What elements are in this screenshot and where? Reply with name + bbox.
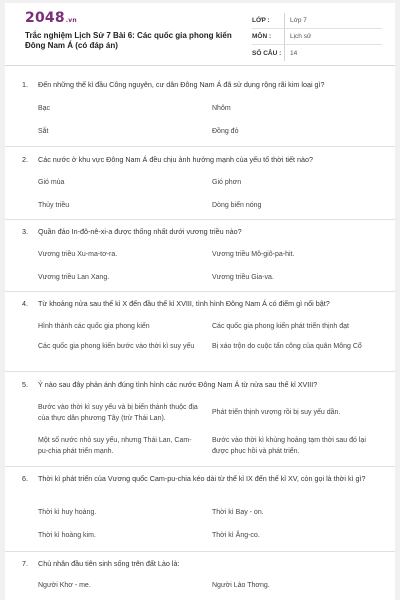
question-text: Từ khoảng nửa sau thế kỉ X đến đầu thế kỉ XVIII, tình hình Đông Nam Á có điểm gì nổi bật? <box>38 299 330 308</box>
site-logo-suffix: .vn <box>65 17 77 24</box>
meta-value-subject: Lịch sử <box>284 29 382 44</box>
option-a[interactable]: Gió mùa <box>38 179 65 186</box>
divider <box>5 371 395 372</box>
document-page <box>5 3 395 600</box>
question-7 <box>5 558 395 569</box>
question-3 <box>5 226 395 237</box>
option-c[interactable]: Thời kì hoàng kim. <box>38 532 96 539</box>
meta-label-subject: MÔN : <box>252 33 272 40</box>
meta-table <box>252 13 382 61</box>
option-b[interactable]: Gió phơn <box>212 179 242 186</box>
meta-label-grade: LỚP : <box>252 17 270 24</box>
question-number: 5. <box>22 380 28 389</box>
option-b[interactable]: Nhôm <box>212 105 231 112</box>
question-text: Ý nào sau đây phản ánh đúng tình hình các nước Đông Nam Á từ nửa sau thế kỉ XVIII? <box>38 380 318 389</box>
option-c[interactable]: Thủy triều <box>38 202 70 209</box>
option-b[interactable]: Các quốc gia phong kiến phát triển thịnh đạt <box>212 323 349 330</box>
option-c[interactable]: Vương triều Lan Xang. <box>38 274 110 281</box>
option-c[interactable]: Một số nước nhỏ suy yếu, nhưng Thái Lan, Cam-pu-chia phát triển mạnh. <box>38 437 192 455</box>
question-number: 3. <box>22 227 28 236</box>
question-text: Quần đảo In-đô-nê-xi-a được thống nhất dưới vương triều nào? <box>38 227 242 236</box>
meta-row-grade <box>252 13 382 29</box>
option-d[interactable]: Dòng biển nóng <box>212 202 262 209</box>
question-2 <box>5 154 395 165</box>
divider <box>5 146 395 147</box>
question-1 <box>5 79 395 90</box>
option-a[interactable]: Bạc <box>38 105 51 112</box>
question-number: 6. <box>22 474 28 483</box>
question-number: 2. <box>22 155 28 164</box>
document-header <box>5 3 395 66</box>
meta-value-count: 14 <box>284 45 382 61</box>
divider <box>5 219 395 220</box>
divider <box>5 291 395 292</box>
option-c[interactable]: Sắt <box>38 128 49 135</box>
option-d[interactable]: Vương triều Gia-va. <box>212 274 274 281</box>
question-text: Chủ nhân đầu tiên sinh sống trên đất Lào là: <box>38 559 180 568</box>
option-b[interactable]: Thời kì Bay - on. <box>212 509 264 516</box>
question-5 <box>5 379 395 390</box>
option-c[interactable]: Các quốc gia phong kiến bước vào thời kì suy yếu <box>38 343 195 350</box>
question-number: 1. <box>22 80 28 89</box>
question-number: 4. <box>22 299 28 308</box>
question-number: 7. <box>22 559 28 568</box>
question-6 <box>5 473 395 484</box>
question-text: Đến những thế kỉ đầu Công nguyên, cư dân Đông Nam Á đã sử dụng rộng rãi kim loại gì? <box>38 80 325 89</box>
divider <box>5 466 395 467</box>
option-d[interactable]: Bước vào thời kì khủng hoảng tạm thời sau đó lại được phục hồi và phát triển. <box>212 437 366 455</box>
question-text: Thời kì phát triển của Vương quốc Cam-pu-chia kéo dài từ thế kỉ IX đến thế kỉ XV, còn gọi là thời kì gì? <box>38 474 366 483</box>
option-a[interactable]: Thời kì huy hoàng. <box>38 509 97 516</box>
option-b[interactable]: Người Lào Thơng. <box>212 582 270 589</box>
meta-row-count <box>252 45 382 61</box>
option-b[interactable]: Phát triển thịnh vượng rồi bị suy yếu dần. <box>212 409 341 416</box>
divider <box>5 551 395 552</box>
site-logo-text: 2048 <box>25 10 65 26</box>
option-a[interactable]: Bước vào thời kì suy yếu và bị biến thành thuộc địa của thực dân phương Tây (trừ Thái Lan). <box>38 404 198 422</box>
option-d[interactable]: Thời kì Ăng-co. <box>212 532 260 539</box>
option-d[interactable]: Bị xáo trộn do cuộc tấn công của quân Mông Cổ <box>212 343 362 350</box>
option-a[interactable]: Vương triều Xu-ma-tơ-ra. <box>38 251 118 258</box>
question-4 <box>5 298 395 309</box>
meta-row-subject <box>252 29 382 45</box>
page-title: Trắc nghiệm Lịch Sử 7 Bài 6: Các quốc gia phong kiến Đông Nam Á (có đáp án) <box>25 31 232 50</box>
option-b[interactable]: Vương triều Mô-giô-pa-hit. <box>212 251 295 258</box>
option-a[interactable]: Người Khơ - me. <box>38 582 91 589</box>
meta-value-grade: Lớp 7 <box>284 13 382 28</box>
option-d[interactable]: Đồng đỏ <box>212 128 239 135</box>
option-a[interactable]: Hình thành các quốc gia phong kiến <box>38 323 150 330</box>
question-text: Các nước ở khu vực Đông Nam Á đều chịu ảnh hưởng mạnh của yếu tố thời tiết nào? <box>38 155 314 164</box>
site-logo[interactable] <box>25 10 77 26</box>
meta-label-count: SỐ CÂU : <box>252 49 282 57</box>
